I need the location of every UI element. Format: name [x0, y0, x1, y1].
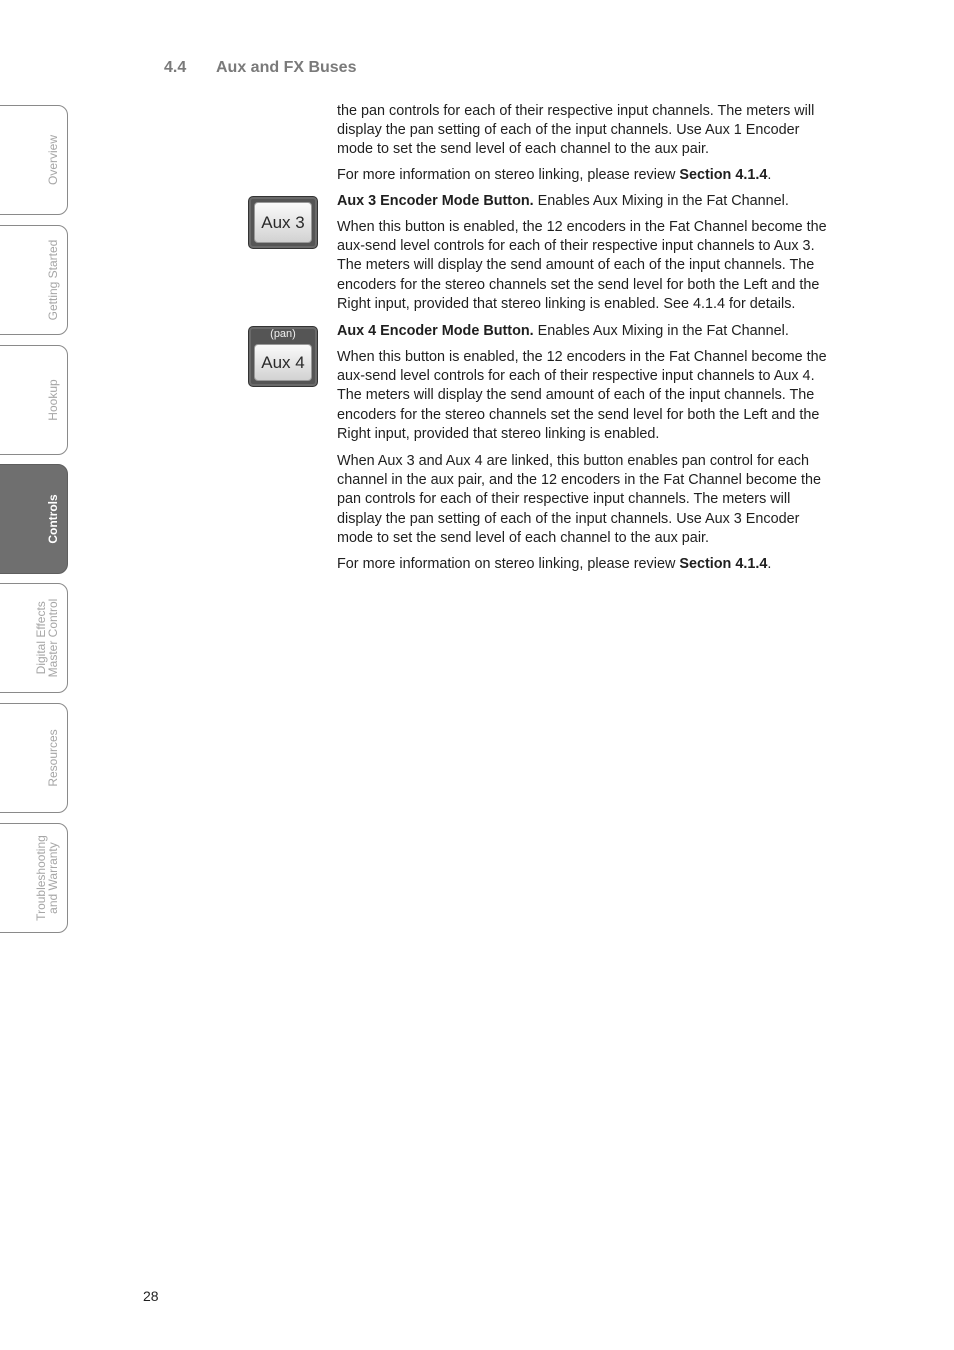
tab-overview[interactable] [0, 105, 68, 215]
tab-hookup[interactable] [0, 345, 68, 455]
aux4-title: Aux 4 Encoder Mode Button. [337, 323, 534, 339]
aux4-body-text: When this button is enabled, the 12 encoders in the Fat Channel become the aux-send level controls for each of their respective input channels to Aux 4. The meters will display the send amount of each of the input channels. The encoders for the stereo channels set the send level for both the Left and the Right input, provided that stereo linking is enabled. [337, 349, 827, 442]
para-stereo-link-ref [337, 166, 837, 185]
aux3-body [337, 218, 837, 314]
tab-getting-started-label: Getting Started [46, 239, 60, 321]
ref-text: For more information on stereo linking, please review [337, 167, 680, 183]
section-ref-link[interactable]: Section 4.1.4 [679, 167, 768, 183]
aux3-button-face: Aux 3 [254, 202, 312, 243]
page-number: 28 [143, 1288, 159, 1304]
para-stereo-link-ref-2 [337, 555, 837, 574]
aux4-desc: Enables Aux Mixing in the Fat Channel. [533, 323, 789, 339]
aux3-heading [337, 192, 837, 211]
tab-troubleshooting-label: Troubleshooting and Warranty [34, 835, 60, 921]
section-header [164, 59, 356, 77]
ref-end-2: . [767, 556, 772, 572]
section-ref-link-2[interactable]: Section 4.1.4 [679, 556, 768, 572]
para-pan-controls [337, 102, 837, 160]
aux4-button-sublabel: (pan) [270, 328, 296, 340]
tab-controls-label: Controls [46, 494, 60, 544]
aux3-title: Aux 3 Encoder Mode Button. [337, 193, 534, 209]
ref-end: . [767, 167, 772, 183]
aux4-body [337, 348, 837, 444]
aux4-link-para [337, 452, 837, 548]
section-title: Aux and FX Buses [216, 59, 357, 76]
para-pan-text: the pan controls for each of their respective input channels. The meters will display the pan setting of each of the input channels. Use Aux 1 Encoder mode to set the send level of each channel to the aux pair. [337, 103, 815, 158]
aux4-button-face: Aux 4 [254, 344, 312, 381]
aux4-heading [337, 322, 837, 341]
tab-resources[interactable] [0, 703, 68, 813]
aux3-desc: Enables Aux Mixing in the Fat Channel. [533, 193, 789, 209]
tab-hookup-label: Hookup [46, 379, 60, 421]
section-number: 4.4 [164, 59, 187, 76]
ref-text-2: For more information on stereo linking, please review [337, 556, 680, 572]
aux3-button-image [248, 196, 318, 249]
tab-resources-label: Resources [46, 729, 60, 787]
tab-troubleshooting[interactable] [0, 823, 68, 933]
aux4-link-text: When Aux 3 and Aux 4 are linked, this button enables pan control for each channel in the aux pair, and the 12 encoders in the Fat Channel become the pan controls for each of their respective input channels. The meters will display the pan setting of each of the input channels. Use Aux 3 Encoder mode to set the send level of each channel to the aux pair. [337, 453, 822, 546]
tab-controls[interactable] [0, 464, 68, 574]
tab-digital-effects[interactable] [0, 583, 68, 693]
tab-digital-effects-label: Digital Effects Master Control [34, 598, 60, 678]
aux4-button-image [248, 326, 318, 387]
aux3-body-text: When this button is enabled, the 12 encoders in the Fat Channel become the aux-send level controls for each of their respective input channels to Aux 3. The meters will display the send amount of each of the input channels. The encoders for the stereo channels set the send level for both the Left and the Right input, provided that stereo linking is enabled. See 4.1.4 for details. [337, 219, 827, 312]
tab-overview-label: Overview [46, 134, 60, 186]
tab-getting-started[interactable] [0, 225, 68, 335]
